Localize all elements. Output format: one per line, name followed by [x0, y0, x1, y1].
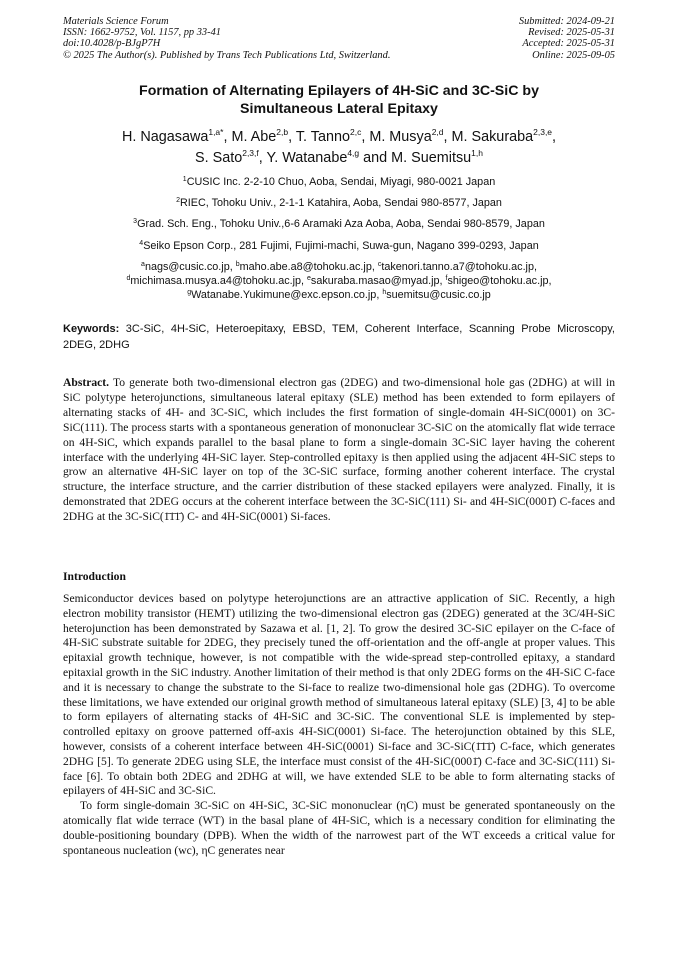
- email-link[interactable]: takenori.tanno.a7@tohoku.ac.jp: [381, 261, 534, 273]
- journal-issn: ISSN: 1662-9752, Vol. 1157, pp 33-41: [63, 27, 221, 39]
- email-link[interactable]: sakuraba.masao@myad.jp: [310, 275, 440, 288]
- date-revised: Revised: 2025-05-31: [528, 27, 615, 39]
- email-link[interactable]: nags@cusic.co.jp: [144, 261, 230, 273]
- author-name: M. Suemitsu: [391, 150, 472, 166]
- email-list: [63, 260, 615, 303]
- date-submitted: Submitted: 2024-09-21: [518, 16, 615, 27]
- author-line-2: S. Sato$^{2,3,f}$, Y. Watanabe$^{4,g}$ and M. Suemitsu$^{1,h}$: [195, 148, 483, 166]
- keywords-text: 3C-SiC, 4H-SiC, Heteroepitaxy, EBSD, TEM, Coherent Interface, Scanning Probe Microscopy, 2DEG, 2DHG: [63, 323, 615, 351]
- abstract-label: Abstract.: [63, 376, 110, 389]
- author-superscript: 2,3,f: [242, 148, 259, 158]
- author-name: M. Sakuraba: [451, 129, 534, 145]
- copyright-notice: © 2025 The Author(s). Published by Trans Tech Publications Ltd, Switzerland.: [63, 49, 391, 61]
- affiliation-4: $^4$Seiko Epson Corp., 281 Fujimi, Fujimi-machi, Suwa-gun, Nagano 399-0293, Japan: [139, 240, 539, 252]
- author-name: S. Sato: [195, 150, 243, 166]
- author-name: M. Abe: [231, 129, 277, 145]
- introduction-paragraph-1: Semiconductor devices based on polytype heterojunctions are an attractive application of SiC. Recently, a high electron mobility transistor (HEMT) utilizing the two-dimensional electron gas (2DEG) generated at the 3C/4H-SiC heterojunction has been demonstrated by Sazawa et al. [1, 2]. To grow the desired 3C-SiC epilayer on the C-face of 4H-SiC substrate suitable for 2DEG, they precisely tuned the off-orientation and the off-angle at proper values. This epitaxial growth technique, however, is not compatible with the wide-spread step-controlled epitaxy, a standard epitaxial growth in the SiC industry. Another limitation of their method is that only 2DEG forms on the 4H-SiC C-face and it is necessary to change the substrate to the Si-face to realize two-dimensional hole gas (2DHG). To overcome these limitations, we have extended our original growth method of simultaneous lateral epitaxy (SLE) [3, 4] to be able to form epilayers of alternating stacks of 4H-SiC and 3C-SiC. The conventional SLE is implemented by step-controlled epitaxy on groove patterned off-axis 4H-SiC(0001) Si-face. The heterojunction obtained by this SLE, however, consists of a coherent interface between 4H-SiC(0001) Si-face and 3C-SiC(1̄1̄1̄) C-face, which generates 2DHG [5]. To generate 2DEG using SLE, the interface must consist of the 4H-SiC(0001̄) C-face and 3C-SiC(111) Si-face [6]. To obtain both 2DEG and 2DHG at will, we have extended SLE to be able to form alternating stacks of epilayers of 4H-SiC and 3C-SiC.: [63, 592, 615, 798]
- email-line-2: $^d$michimasa.musya.a4@tohoku.ac.jp, $^e$sakuraba.masao@myad.jp, $^f$shigeo@tohoku.ac.jp,: [126, 275, 552, 288]
- author-name: H. Nagasawa: [121, 129, 209, 145]
- author-line-1: H. Nagasawa$^{1,a*}$, M. Abe$^{2,b}$, T. Tanno$^{2,c}$, M. Musya$^{2,d}$, M. Sakuraba$^{2,3,e}$,: [121, 127, 557, 145]
- title-line-2: Simultaneous Lateral Epitaxy: [240, 101, 438, 117]
- date-online: Online: 2025-09-05: [532, 49, 615, 61]
- header-journal-info: [63, 16, 390, 61]
- journal-name: Materials Science Forum: [63, 16, 169, 27]
- author-superscript: 1,h: [471, 148, 483, 158]
- email-line-3: $^g$Watanabe.Yukimune@exc.epson.co.jp, $^h$suemitsu@cusic.co.jp: [187, 289, 491, 302]
- affiliation-3: $^3$Grad. Sch. Eng., Tohoku Univ.,6-6 Aramaki Aza Aoba, Aoba, Sendai 980-8579, Japan: [133, 218, 545, 230]
- abstract-section: [63, 376, 615, 525]
- affiliation-2: $^2$RIEC, Tohoku Univ., 2-1-1 Katahira, Aoba, Sendai 980-8577, Japan: [176, 197, 502, 209]
- author-superscript: 2,3,e: [533, 127, 553, 137]
- author-superscript: 1,a*: [208, 127, 224, 137]
- introduction-body: [63, 592, 615, 858]
- author-superscript: 2,c: [349, 127, 362, 137]
- introduction-heading: Introduction: [63, 570, 126, 583]
- author-list: [63, 127, 615, 169]
- email-link[interactable]: suemitsu@cusic.co.jp: [386, 289, 491, 302]
- header-dates: [519, 16, 615, 61]
- email-link[interactable]: maho.abe.a8@tohoku.ac.jp: [239, 261, 372, 273]
- date-accepted: Accepted: 2025-05-31: [522, 38, 615, 50]
- email-link[interactable]: michimasa.musya.a4@tohoku.ac.jp: [130, 275, 302, 288]
- author-superscript: 2,b: [276, 127, 289, 137]
- abstract-text: To generate both two-dimensional electron gas (2DEG) and two-dimensional hole gas (2DHG) at will in SiC polytype heterojunctions, simultaneous lateral epitaxy (SLE) method has been extended to form epilayers of alternating stacks of 4H- and 3C-SiC, which includes the first formation of single-domain 4H-SiC(0001) on 3C-SiC(111). The process starts with a spontaneous generation of mononuclear 3C-SiC on the atomically flat wide terrace on 4H-SiC, which expands parallel to the basal plane to form a single-domain 3C-SiC layer having the coherent interface with the underlying 4H-SiC layer. Step-controlled epitaxy is then applied using the adjacent 4H-SiC steps to grow an alternative 4H-SiC layer on top of the 3C-SiC surface, forming another coherent interface. The crystal structure, the interface structure, and the carrier distribution of these stacked epilayers were analyzed. Finally, it is demonstrated that 2DEG occurs at the coherent interface between the 3C-SiC(111) Si- and 4H-SiC(0001̄) C-faces and 2DHG at the 3C-SiC(1̄1̄1̄) C- and 4H-SiC(0001) Si-faces.: [63, 376, 615, 524]
- keywords-section: [63, 322, 615, 353]
- author-superscript: 2,d: [431, 127, 444, 137]
- introduction-paragraph-2: To form single-domain 3C-SiC on 4H-SiC, 3C-SiC mononuclear (ηC) must be generated spontaneously on the atomically flat wide terrace (WT) in the basal plane of 4H-SiC, which is a necessary condition for eliminating the double-positioning boundary (DPB). When the width of the narrowest part of the WT exceeds a critical value for spontaneous nucleation (wc), ηC generates near: [63, 799, 615, 857]
- author-name: Y. Watanabe: [266, 150, 348, 166]
- title-line-1: Formation of Alternating Epilayers of 4H-SiC and 3C-SiC by: [139, 83, 539, 99]
- email-line-1: $^a$nags@cusic.co.jp, $^b$maho.abe.a8@tohoku.ac.jp, $^c$takenori.tanno.a7@tohoku.ac.jp,: [141, 261, 537, 273]
- keywords-label: Keywords:: [63, 323, 120, 335]
- email-link[interactable]: Watanabe.Yukimune@exc.epson.co.jp: [191, 289, 377, 302]
- author-name: M. Musya: [369, 129, 432, 145]
- article-doi[interactable]: doi:10.4028/p-BJgP7H: [63, 38, 161, 50]
- email-link[interactable]: shigeo@tohoku.ac.jp: [447, 275, 549, 288]
- author-name: T. Tanno: [295, 129, 350, 145]
- author-superscript: 4,g: [347, 148, 360, 158]
- affiliation-1: $^1$CUSIC Inc. 2-2-10 Chuo, Aoba, Sendai, Miyagi, 980-0021 Japan: [182, 176, 496, 188]
- paper-title: [63, 82, 615, 118]
